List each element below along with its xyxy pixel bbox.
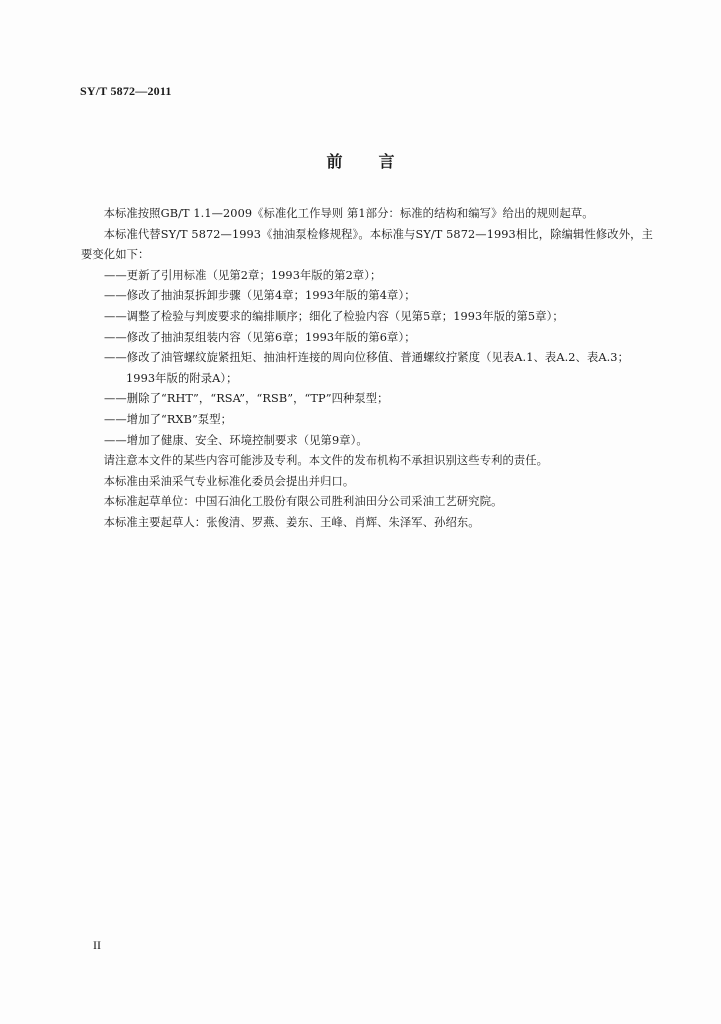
change-item: ——修改了抽油泵组装内容（见第6章；1993年版的第6章）； (104, 330, 416, 344)
drafting-unit-statement: 本标准起草单位：中国石油化工股份有限公司胜利油田分公司采油工艺研究院。 (103, 495, 503, 509)
change-item: ——修改了油管螺纹旋紧扭矩、抽油杆连接的周向位移值、普通螺纹拧紧度（见表A.1、表A.2、表A.3；1993年版的附录A）； (104, 351, 629, 385)
change-item: ——增加了健康、安全、环境控制要求（见第9章）。 (104, 433, 368, 447)
replacement-paragraph: 本标准代替SY/T 5872—1993《抽油泵检修规程》。本标准与SY/T 5872—1993相比，除编辑性修改外，主要变化如下： (81, 227, 653, 262)
change-item: ——调整了检验与判废要求的编排顺序；细化了检验内容（见第5章；1993年版的第5章）； (104, 309, 564, 323)
change-item: ——更新了引用标准（见第2章；1993年版的第2章）； (104, 268, 382, 282)
change-item: ——修改了抽油泵拆卸步骤（见第4章；1993年版的第4章）； (104, 289, 416, 303)
page-number: II (93, 938, 101, 952)
change-item: ——增加了“RXB”泵型； (104, 412, 233, 426)
page-title: 前言 (326, 152, 431, 171)
proposer-statement: 本标准由采油采气专业标准化委员会提出并归口。 (103, 474, 355, 488)
document-code: SY/T 5872—2011 (80, 84, 172, 98)
foreword-body (81, 204, 653, 534)
drafters-statement: 本标准主要起草人：张俊清、罗燕、姜东、王峰、肖辉、朱泽军、孙绍东。 (103, 515, 480, 529)
drafting-rules-paragraph: 本标准按照GB/T 1.1—2009《标准化工作导则 第1部分：标准的结构和编写》给出的规则起草。 (103, 207, 594, 220)
patent-notice: 请注意本文件的某些内容可能涉及专利。本文件的发布机构不承担识别这些专利的责任。 (103, 454, 549, 468)
change-item: ——删除了“RHT”，“RSA”，“RSB”，“TP”四种泵型； (104, 392, 389, 406)
